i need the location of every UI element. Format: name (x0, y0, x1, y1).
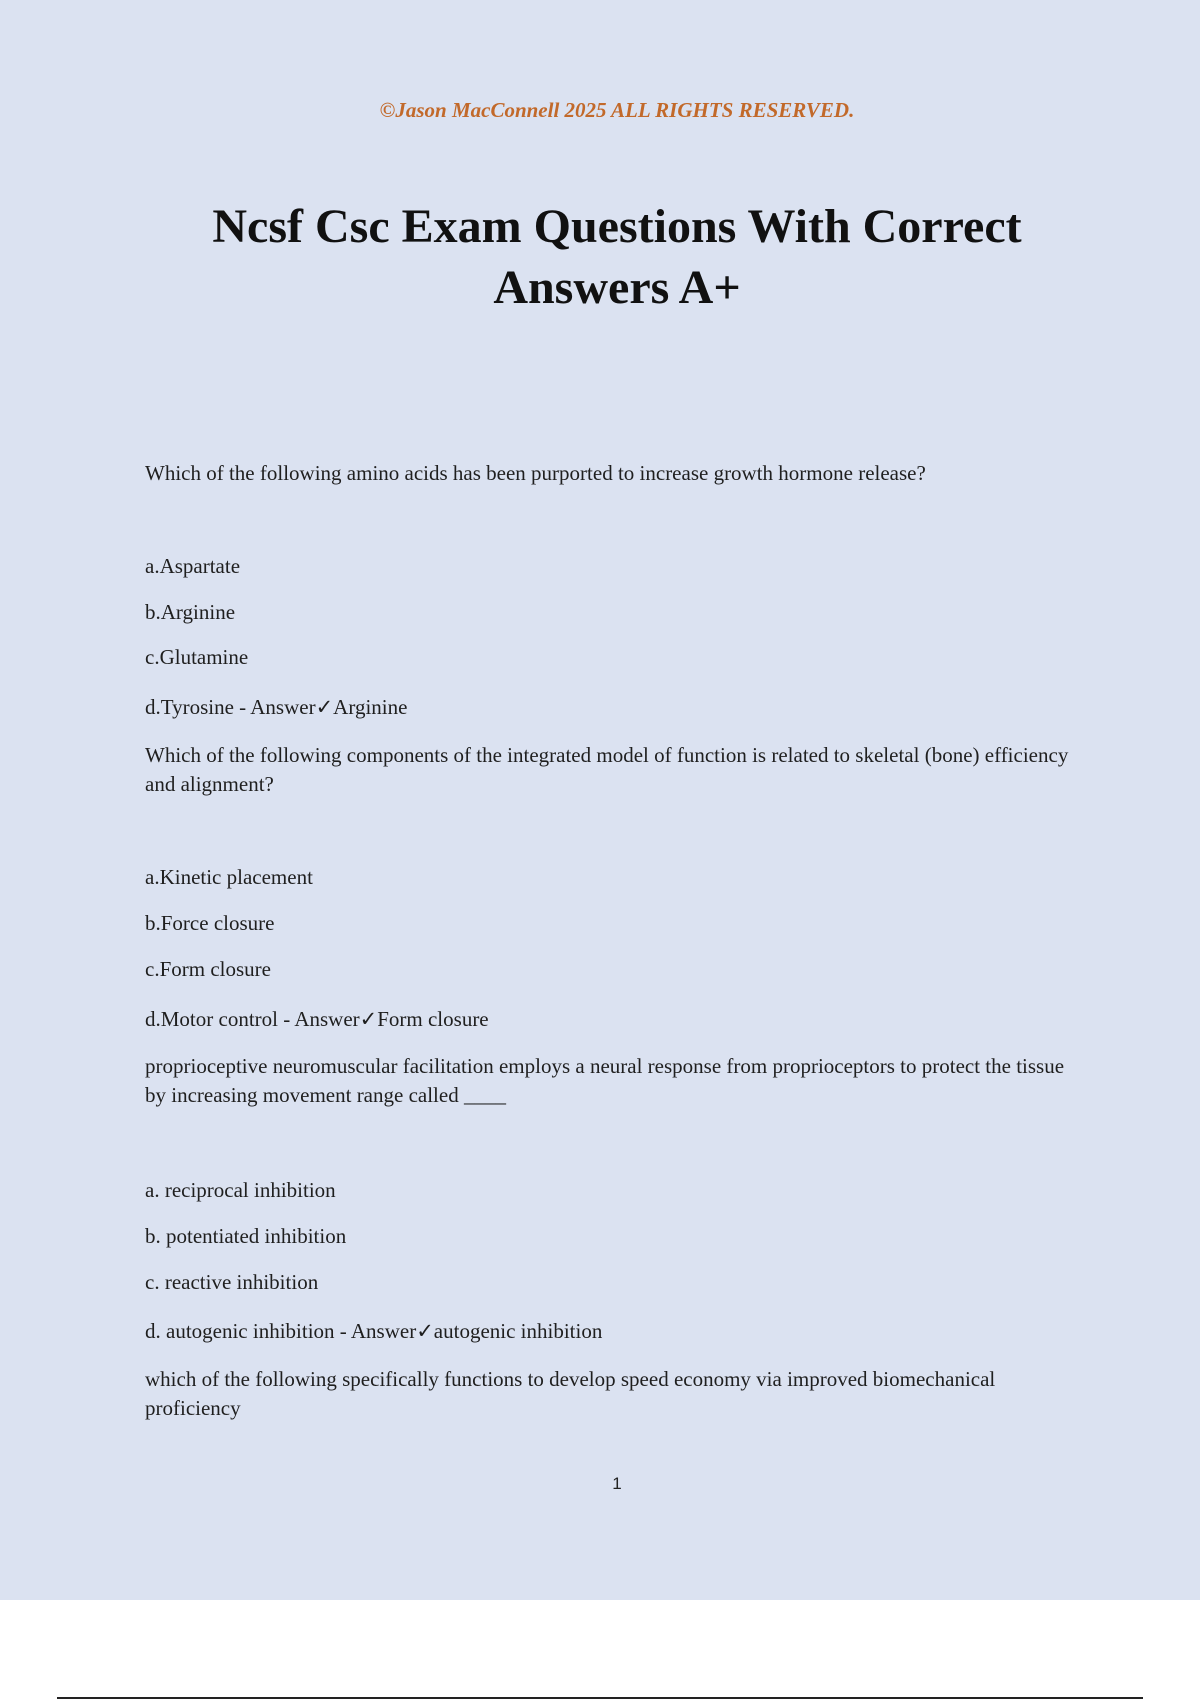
title-line-1: Ncsf Csc Exam Questions With Correct (212, 200, 1022, 253)
question-2-option-c: c.Form closure (145, 957, 271, 981)
question-1-option-b: b.Arginine (145, 600, 236, 624)
page-title (0, 196, 1200, 318)
question-2-option-b: b.Force closure (145, 911, 275, 935)
question-3-option-c: c. reactive inhibition (145, 1270, 319, 1294)
question-1-prompt: Which of the following amino acids has been purported to increase growth hormone release? (145, 461, 926, 485)
question-3-prompt: proprioceptive neuromuscular facilitation employs a neural response from proprioceptors to protect the tissue by increasing movement range called ____ (145, 1054, 1065, 1107)
question-2-prompt: Which of the following components of the integrated model of function is related to skeletal (bone) efficiency and alignment? (145, 743, 1069, 796)
question-3-option-a: a. reciprocal inhibition (145, 1178, 336, 1202)
question-1-option-a: a.Aspartate (145, 554, 241, 578)
copyright-notice: ©Jason MacConnell 2025 ALL RIGHTS RESERVED. (379, 98, 855, 122)
title-line-2: Answers A+ (493, 261, 741, 314)
question-2-option-a: a.Kinetic placement (145, 865, 313, 889)
page-number: 1 (612, 1474, 622, 1493)
question-4-prompt: which of the following specifically functions to develop speed economy via improved biomechanical proficiency (145, 1367, 996, 1420)
footer-divider (57, 1697, 1143, 1699)
question-1-option-d-answer: d.Tyrosine - Answer✓Arginine (145, 695, 408, 719)
question-2-option-d-answer: d.Motor control - Answer✓Form closure (145, 1007, 489, 1031)
question-1-option-c: c.Glutamine (145, 645, 249, 669)
question-3-option-b: b. potentiated inhibition (145, 1224, 347, 1248)
question-3-option-d-answer: d. autogenic inhibition - Answer✓autogenic inhibition (145, 1319, 603, 1343)
